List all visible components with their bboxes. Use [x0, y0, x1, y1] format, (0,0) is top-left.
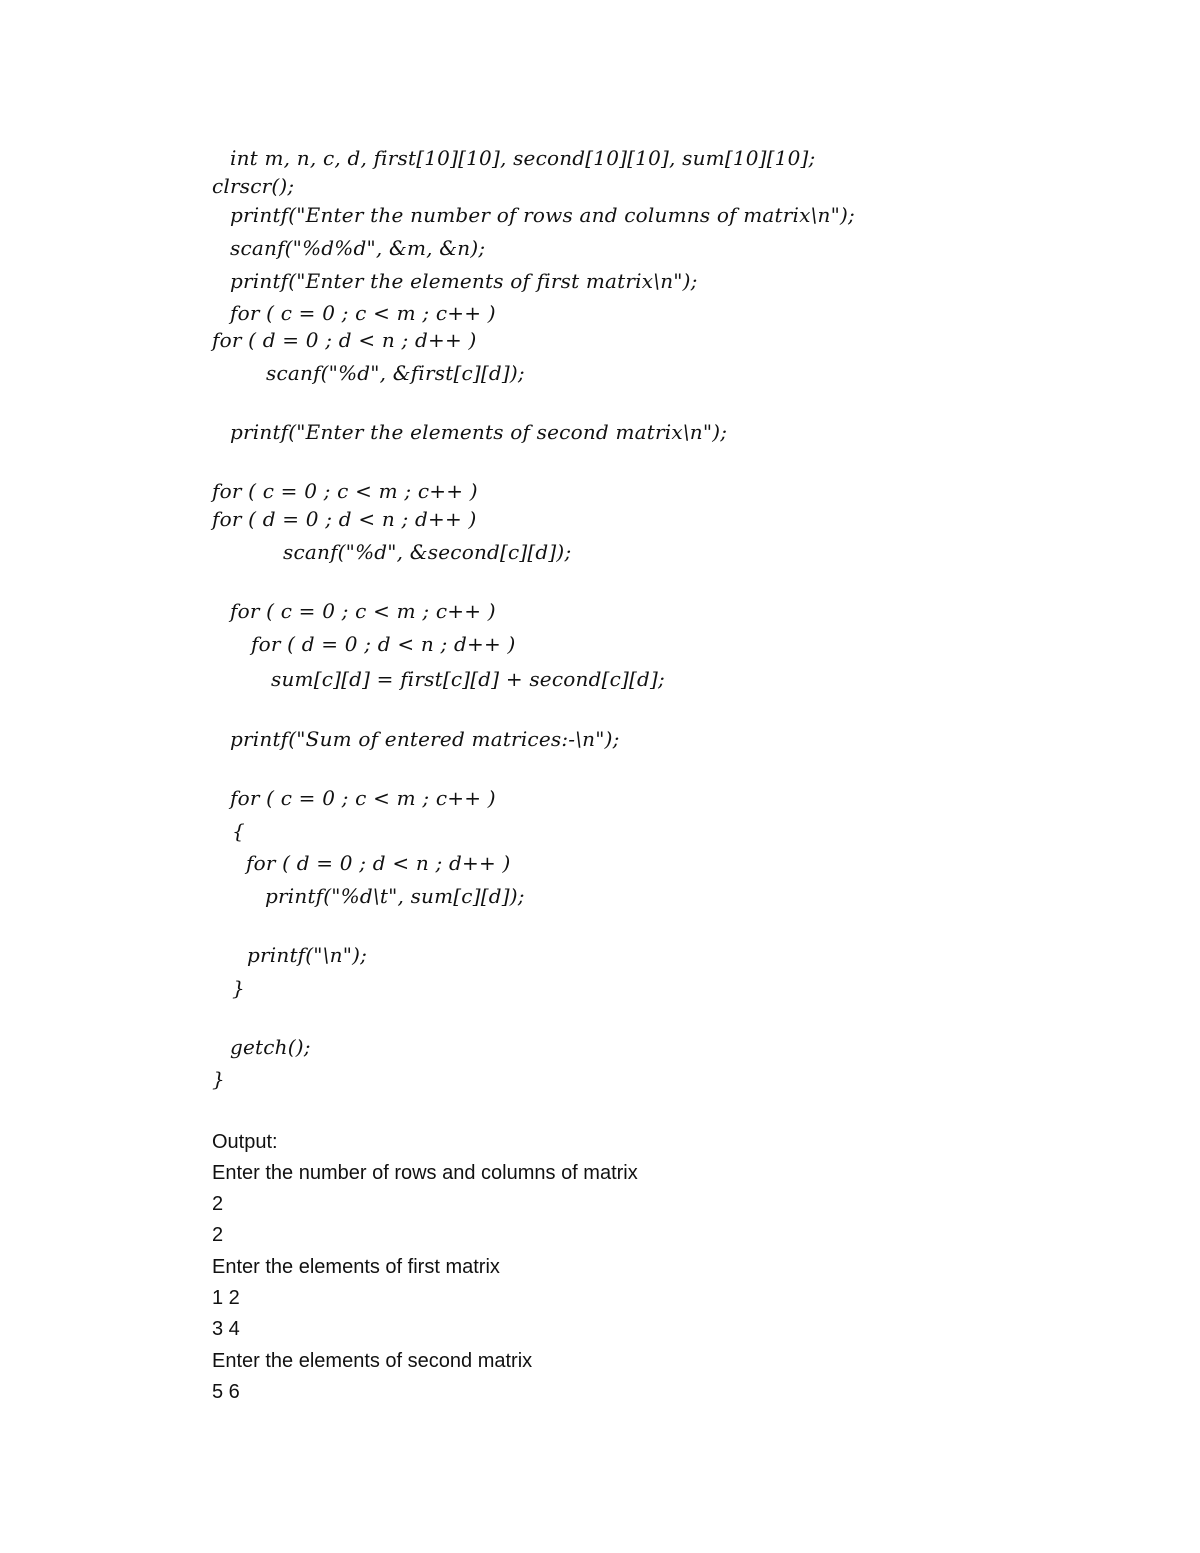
code-line: for ( d = 0 ; d < n ; d++ )	[212, 507, 477, 531]
code-line: scanf("%d", &second[c][d]);	[283, 540, 572, 564]
code-line: for ( d = 0 ; d < n ; d++ )	[246, 851, 511, 875]
output-line: 3 4	[212, 1318, 240, 1340]
code-line: for ( c = 0 ; c < m ; c++ )	[230, 301, 496, 325]
code-line: printf("%d\t", sum[c][d]);	[265, 884, 525, 908]
code-line: for ( c = 0 ; c < m ; c++ )	[230, 599, 496, 623]
code-line: clrscr();	[212, 174, 295, 198]
output-line: Enter the number of rows and columns of matrix	[212, 1162, 638, 1184]
code-line: {	[232, 819, 245, 843]
code-line: printf("Sum of entered matrices:-\n");	[230, 727, 620, 751]
code-line: }	[232, 976, 245, 1000]
output-line: 5 6	[212, 1381, 240, 1403]
code-line: printf("Enter the elements of first matrix\n");	[230, 269, 698, 293]
code-line: }	[212, 1067, 225, 1091]
code-line: scanf("%d", &first[c][d]);	[266, 361, 525, 385]
code-line: int m, n, c, d, first[10][10], second[10][10], sum[10][10];	[230, 146, 816, 170]
output-line: Enter the elements of first matrix	[212, 1256, 500, 1278]
code-line: printf("\n");	[247, 943, 368, 967]
code-line: getch();	[230, 1035, 311, 1059]
output-line: 1 2	[212, 1287, 240, 1309]
code-line: for ( c = 0 ; c < m ; c++ )	[230, 786, 496, 810]
code-line: for ( d = 0 ; d < n ; d++ )	[251, 632, 516, 656]
code-line: printf("Enter the elements of second matrix\n");	[230, 420, 728, 444]
code-line: printf("Enter the number of rows and columns of matrix\n");	[230, 203, 855, 227]
output-line: 2	[212, 1224, 224, 1246]
code-line: sum[c][d] = first[c][d] + second[c][d];	[271, 667, 665, 691]
output-heading: Output:	[212, 1131, 278, 1153]
code-line: for ( d = 0 ; d < n ; d++ )	[212, 328, 477, 352]
code-line: for ( c = 0 ; c < m ; c++ )	[212, 479, 478, 503]
output-line: 2	[212, 1193, 224, 1215]
code-line: scanf("%d%d", &m, &n);	[230, 236, 486, 260]
output-line: Enter the elements of second matrix	[212, 1350, 533, 1372]
